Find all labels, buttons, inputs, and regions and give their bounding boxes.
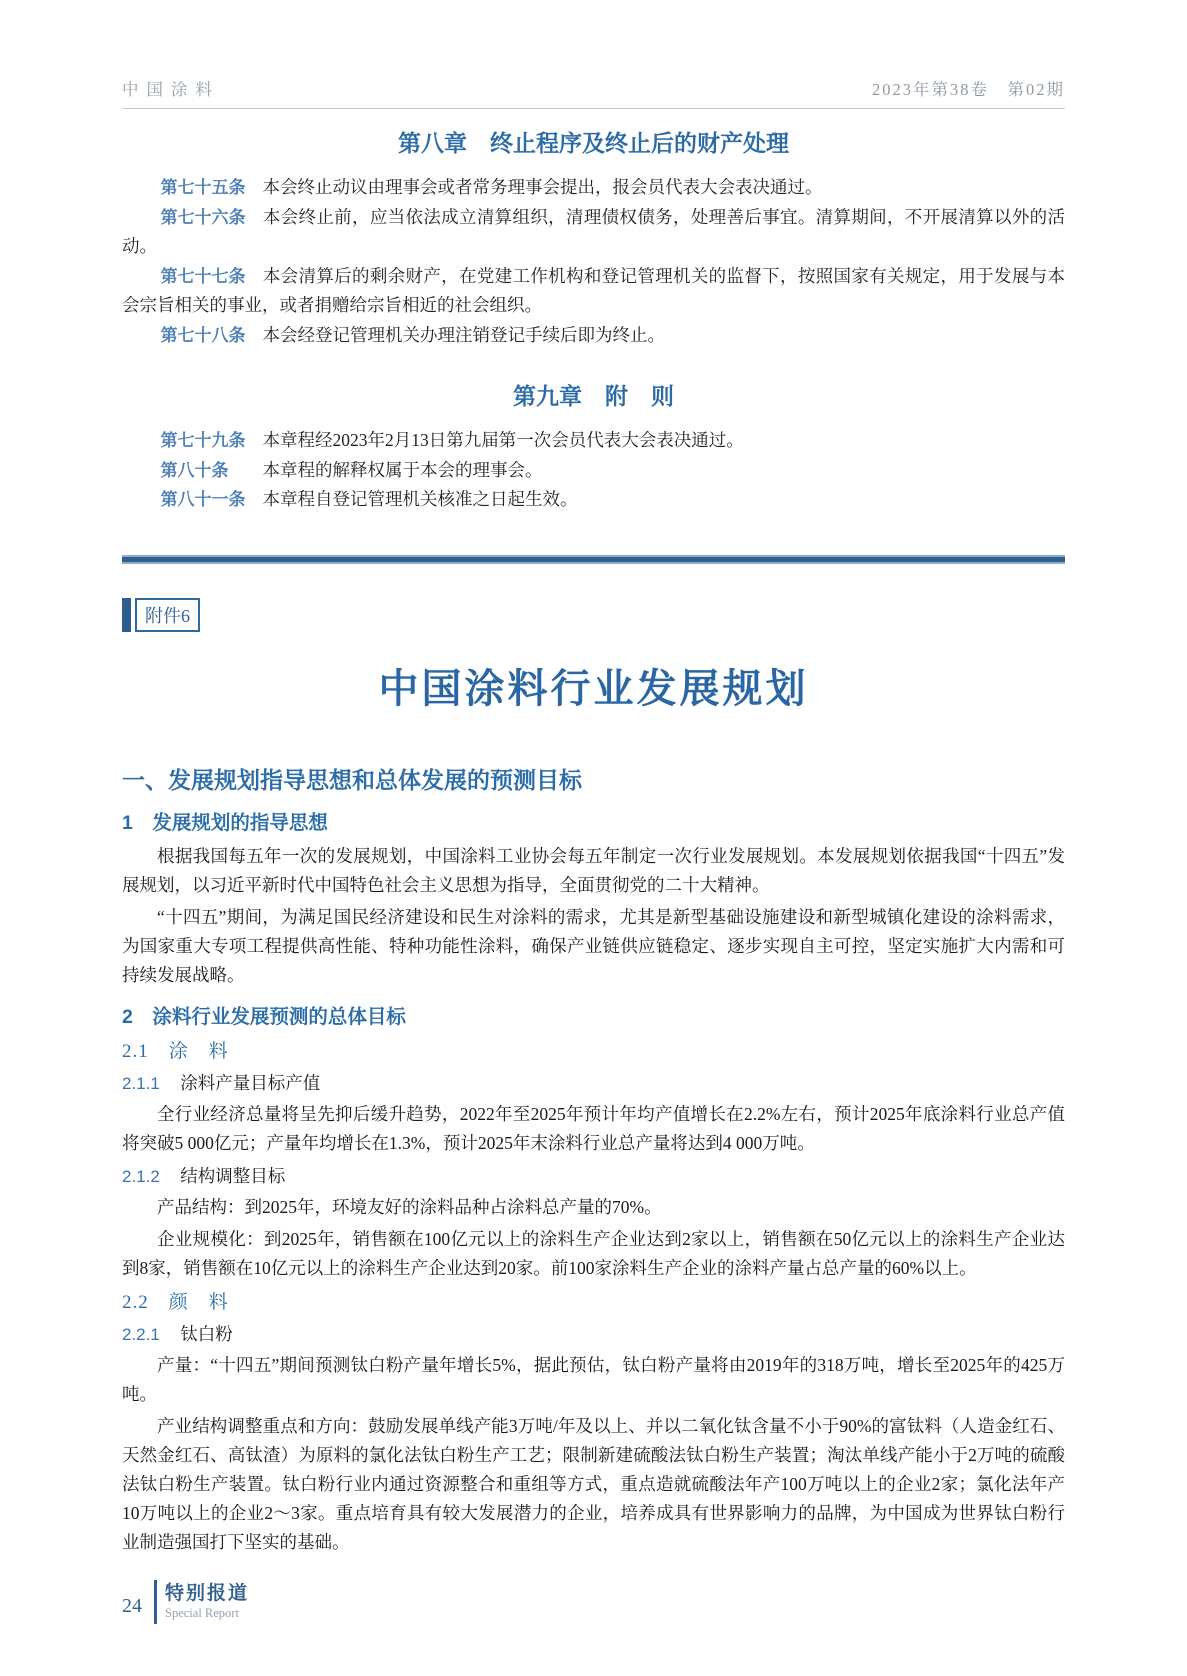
paragraph-2-1-1: 全行业经济总量将呈先抑后缓升趋势，2022年至2025年预计年均产值增长在2.2%左右，预计2025年底涂料行业总产值将突破5 000亿元；产量年均增长在1.3%，预计2025年末涂料行业总产量将达到4 000万吨。 <box>122 1103 1065 1153</box>
article-77 <box>122 262 1065 321</box>
article-number: 第七十九条 <box>160 431 246 450</box>
chapter9-title: 第九章 附 则 <box>513 383 674 409</box>
footer-section-labels <box>165 1583 249 1621</box>
heading-2-1-1 <box>122 1070 1065 1097</box>
heading-number: 2.1.2 <box>122 1166 160 1186</box>
article-text: 本会终止动议由理事会或者常务理事会提出，报会员代表大会表决通过。 <box>262 177 823 197</box>
page-footer <box>122 1580 249 1624</box>
article-text: 本会终止前，应当依法成立清算组织，清理债权债务，处理善后事宜。清算期间，不开展清算以外的活动。 <box>122 206 1065 256</box>
document-page <box>0 76 1187 1676</box>
footer-divider-bar <box>154 1580 157 1624</box>
heading-text: 结构调整目标 <box>180 1165 286 1186</box>
heading-text: 钛白粉 <box>180 1323 233 1344</box>
sub1-heading: 1 发展规划的指导思想 <box>122 811 328 834</box>
section-divider <box>122 555 1065 564</box>
journal-name: 中国涂料 <box>122 80 220 99</box>
attachment-bar-icon <box>122 598 131 632</box>
chapter9-articles <box>122 426 1065 515</box>
article-text: 本章程自登记管理机关核准之日起生效。 <box>262 489 578 509</box>
page-header <box>122 76 1065 109</box>
article-75 <box>122 173 1065 203</box>
article-81 <box>122 485 1065 515</box>
article-text: 本章程的解释权属于本会的理事会。 <box>262 459 543 480</box>
article-number: 第七十八条 <box>160 325 246 345</box>
article-number: 第八十条 <box>160 460 229 480</box>
article-79 <box>122 426 1065 456</box>
article-number: 第八十一条 <box>160 490 246 509</box>
attachment-label-text: 附件6 <box>135 598 200 632</box>
article-text: 本会经登记管理机关办理注销登记手续后即为终止。 <box>262 324 665 345</box>
attachment-label <box>122 598 200 632</box>
heading-2-2-1 <box>122 1321 1065 1348</box>
heading-number: 2.2.1 <box>122 1324 160 1344</box>
heading-number: 2.1.1 <box>122 1073 160 1093</box>
page-number: 24 <box>122 1595 142 1617</box>
footer-section-cn: 特别报道 <box>165 1583 250 1604</box>
footer-section-en: Special Report <box>165 1606 239 1620</box>
article-text: 本会清算后的剩余财产，在党建工作机构和登记管理机关的监督下，按照国家有关规定，用于发展与本会宗旨相关的事业，或者捐赠给宗旨相近的社会组织。 <box>122 265 1065 315</box>
article-number: 第七十五条 <box>160 178 246 197</box>
chapter8-articles <box>122 173 1065 350</box>
paragraph-2-2-1b: 产业结构调整重点和方向：鼓励发展单线产能3万吨/年及以上、并以二氧化钛含量不小于90%的富钛料（人造金红石、天然金红石、高钛渣）为原料的氯化法钛白粉生产工艺；限制新建硫酸法钛白粉生产装置；淘汰单线产能小于2万吨的硫酸法钛白粉生产装置。钛白粉行业内通过资源整合和重组等方式，重点造就硫酸法年产100万吨以上的企业2家；氯化法年产10万吨以上的企业2～3家。重点培育具有较大发展潜力的企业，培养成具有世界影响力的品牌，为中国成为世界钛白粉行业制造强国打下坚实的基础。 <box>122 1415 1065 1552</box>
article-80 <box>122 456 1065 486</box>
sub1-paragraph-1: 根据我国每五年一次的发展规划，中国涂料工业协会每五年制定一次行业发展规划。本发展规划依据我国“十四五”发展规划，以习近平新时代中国特色社会主义思想为指导，全面贯彻党的二十大精神。 <box>122 845 1065 895</box>
article-text: 本章程经2023年2月13日第九届第一次会员代表大会表决通过。 <box>262 430 744 450</box>
heading-text: 涂料产量目标产值 <box>180 1072 321 1093</box>
paragraph-2-2-1a: 产量：“十四五”期间预测钛白粉产量年增长5%，据此预估，钛白粉产量将由2019年的318万吨，增长至2025年的425万吨。 <box>122 1354 1065 1404</box>
article-78 <box>122 321 1065 351</box>
section1-heading: 一、发展规划指导思想和总体发展的预测目标 <box>122 766 582 793</box>
paragraph-2-1-2a: 产品结构：到2025年，环境友好的涂料品种占涂料总产量的70%。 <box>157 1196 662 1217</box>
chapter8-title: 第八章 终止程序及终止后的财产处理 <box>398 130 789 156</box>
sub1-paragraph-2: “十四五”期间，为满足国民经济建设和民生对涂料的需求，尤其是新型基础设施建设和新型城镇化建设的涂料需求，为国家重大专项工程提供高性能、特种功能性涂料，确保产业链供应链稳定、逐步实现自主可控，坚定实施扩大内需和可持续发展战略。 <box>122 906 1065 985</box>
paragraph-2-1-2b: 企业规模化：到2025年，销售额在100亿元以上的涂料生产企业达到2家以上，销售额在50亿元以上的涂料生产企业达到8家，销售额在10亿元以上的涂料生产企业达到20家。前100家涂料生产企业的涂料产量占总产量的60%以上。 <box>122 1228 1065 1278</box>
heading-2-1-2 <box>122 1163 1065 1190</box>
issue-info: 2023年第38卷 第02期 <box>872 80 1065 99</box>
article-number: 第七十七条 <box>160 266 246 286</box>
article-76 <box>122 203 1065 262</box>
document-title: 中国涂料行业发展规划 <box>378 666 809 711</box>
sub2-heading: 2 涂料行业发展预测的总体目标 <box>122 1005 406 1028</box>
article-number: 第七十六条 <box>160 207 246 227</box>
heading-2-2: 2.2 颜 料 <box>122 1291 229 1313</box>
heading-2-1: 2.1 涂 料 <box>122 1040 229 1062</box>
